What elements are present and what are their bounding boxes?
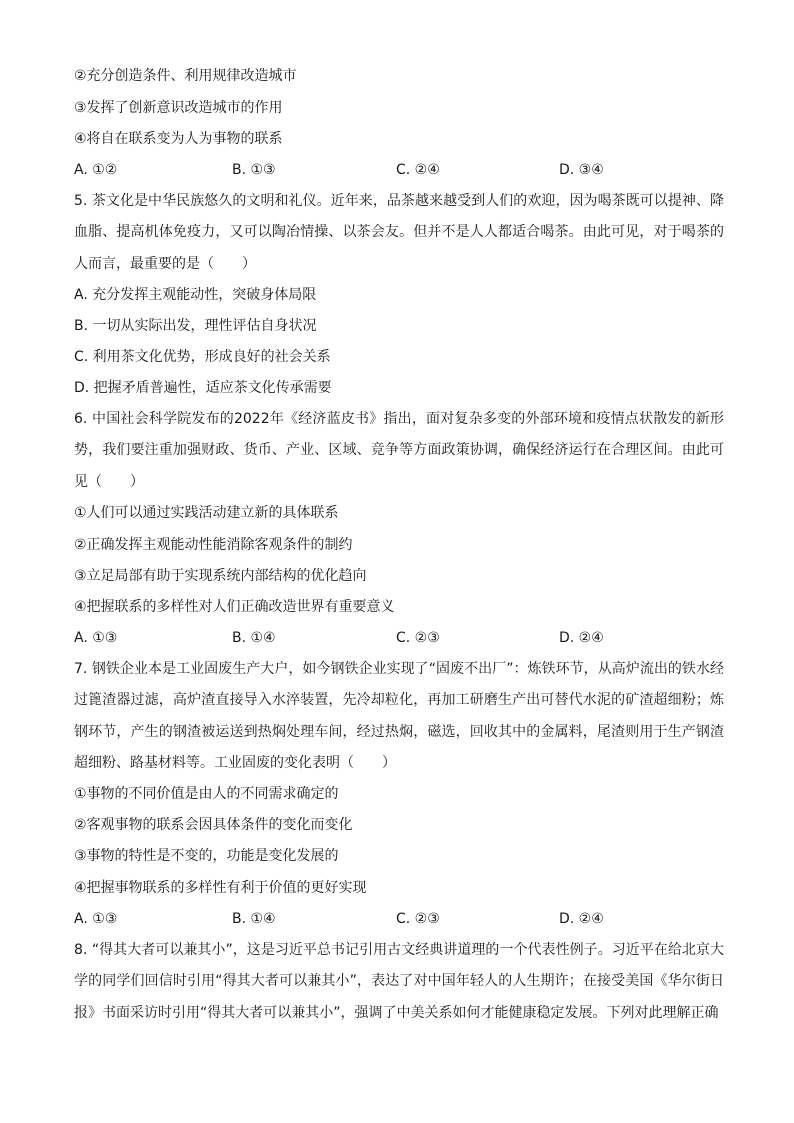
q7-stem: 7. 钢铁企业本是工业固废生产大户，如今钢铁企业实现了“固废不出厂”：炼铁环节，从高炉流出的铁水经过篦渣器过滤，高炉渣直接导入水淬装置，先冷却粒化，再加工研磨生产出可替代水泥的矿渣超细粉；炼钢环节，产生的钢渣被运送到热焖处理车间，经过热焖，磁选，回收其中的金属料，尾渣则用于生产钢渣超细粉、路基材料等。工业固废的变化表明（ ） [74, 661, 724, 771]
q4-item-4: ④将自在联系变为人为事物的联系 [74, 131, 283, 147]
q7-item-3: ③事物的特性是不变的，功能是变化发展的 [74, 848, 339, 864]
q7-option-a: A. ①③ [74, 911, 118, 927]
q6-item-3: ③立足局部有助于实现系统内部结构的优化趋向 [74, 568, 367, 584]
q4-option-d: D. ③④ [559, 162, 604, 178]
q8-stem: 8. “得其大者可以兼其小”，这是习近平总书记引用古文经典讲道理的一个代表性例子。习近平在给北京大学的同学们回信时引用“得其大者可以兼其小”，表达了对中国年轻人的人生期许；在接受美国《华尔街日报》书面采访时引用“得其大者可以兼其小”，强调了中美关系如何才能健康稳定发展。下列对此理解正确 [74, 942, 724, 1021]
q6-item-1: ①人们可以通过实践活动建立新的具体联系 [74, 505, 339, 521]
q6-option-b: B. ①④ [232, 630, 276, 646]
q5-option-a: A. 充分发挥主观能动性，突破身体局限 [74, 287, 317, 303]
q5-option-b: B. 一切从实际出发，理性评估自身状况 [74, 318, 317, 334]
q7-item-2: ②客观事物的联系会因具体条件的变化而变化 [74, 817, 353, 833]
q6-option-d: D. ②④ [559, 630, 604, 646]
q7-item-4: ④把握事物联系的多样性有利于价值的更好实现 [74, 880, 367, 896]
q6-item-4: ④把握联系的多样性对人们正确改造世界有重要意义 [74, 599, 395, 615]
q5-stem: 5. 茶文化是中华民族悠久的文明和礼仪。近年来，品茶越来越受到人们的欢迎，因为喝茶既可以提神、降血脂、提高机体免疫力，又可以陶冶情操、以茶会友。但并不是人人都适合喝茶。由此可见，对于喝茶的人而言，最重要的是（ ） [74, 193, 724, 272]
q4-item-2: ②充分创造条件、利用规律改造城市 [74, 68, 297, 84]
q6-item-2: ②正确发挥主观能动性能消除客观条件的制约 [74, 537, 353, 553]
q7-option-b: B. ①④ [232, 911, 276, 927]
q7-item-1: ①事物的不同价值是由人的不同需求确定的 [74, 786, 339, 802]
q4-option-b: B. ①③ [232, 162, 276, 178]
q6-option-c: C. ②③ [396, 630, 440, 646]
q4-item-3: ③发挥了创新意识改造城市的作用 [74, 100, 283, 116]
q6-stem: 6. 中国社会科学院发布的2022年《经济蓝皮书》指出，面对复杂多变的外部环境和疫情点状散发的新形势，我们要注重加强财政、货币、产业、区域、竞争等方面政策协调，确保经济运行在合理区间。由此可见（ ） [74, 411, 724, 490]
q6-option-a: A. ①③ [74, 630, 118, 646]
q5-option-c: C. 利用茶文化优势，形成良好的社会关系 [74, 349, 331, 365]
q7-option-c: C. ②③ [396, 911, 440, 927]
q4-option-a: A. ①② [74, 162, 118, 178]
q7-option-d: D. ②④ [559, 911, 604, 927]
q5-option-d: D. 把握矛盾普遍性，适应茶文化传承需要 [74, 380, 332, 396]
q4-option-c: C. ②④ [396, 162, 440, 178]
